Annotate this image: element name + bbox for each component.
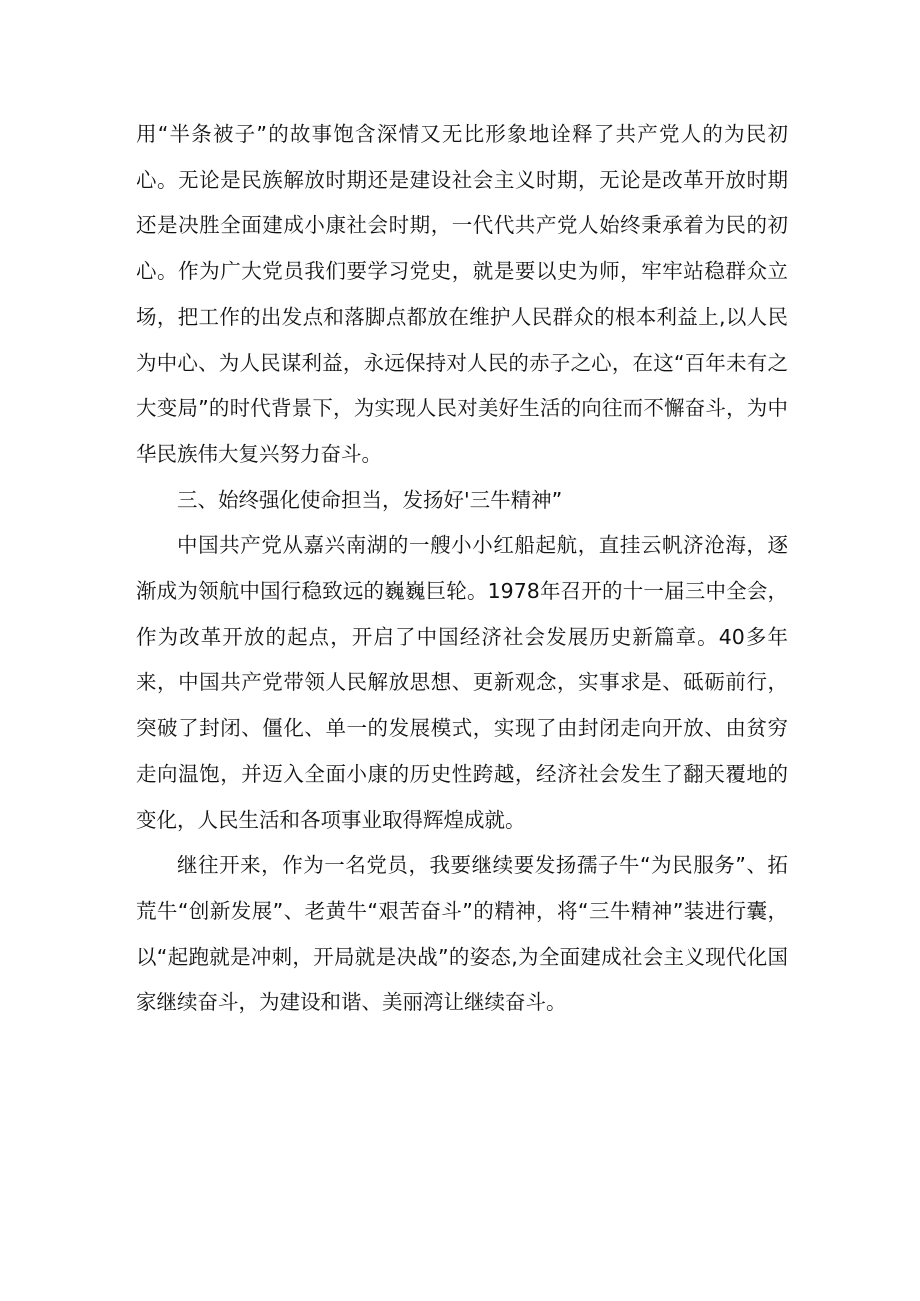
paragraph-red-boat: 中国共产党从嘉兴南湖的一艘小小红船起航，直挂云帆济沧海，逐渐成为领航中国行稳致远的巍巍巨轮。1978年召开的十一届三中全会，作为改革开放的起点，开启了中国经济社会发展历史新篇章。40多年来，中国共产党带领人民解放思想、更新观念，实事求是、砥砺前行，突破了封闭、僵化、单一的发展模式，实现了由封闭走向开放、由贫穷走向温饱，并迈入全面小康的历史性跨越，经济社会发生了翻天覆地的变化，人民生活和各项事业取得辉煌成就。: [136, 533, 788, 832]
paragraph-three-ox-spirit: 继往开来，作为一名党员，我要继续要发扬孺子牛“为民服务”、拓荒牛“创新发展”、老黄牛“艰苦奋斗”的精神，将“三牛精神”装进行囊，以“起跑就是冲刺，开局就是决战”的姿态,为全面建成社会主义现代化国家继续奋斗，为建设和谐、美丽湾让继续奋斗。: [136, 853, 788, 1015]
document-body: [136, 112, 788, 1026]
paragraph-party-history: 用“半条被子”的故事饱含深情又无比形象地诠释了共产党人的为民初心。无论是民族解放时期还是建设社会主义时期，无论是改革开放时期还是决胜全面建成小康社会时期，一代代共产党人始终秉承着为民的初心。作为广大党员我们要学习党史，就是要以史为师，牢牢站稳群众立场，把工作的出发点和落脚点都放在维护人民群众的根本利益上,以人民为中心、为人民谋利益，永远保持对人民的赤子之心，在这“百年未有之大变局”的时代背景下，为实现人民对美好生活的向往而不懈奋斗，为中华民族伟大复兴努力奋斗。: [136, 122, 788, 466]
section-heading-three: 三、始终强化使命担当，发扬好'三牛精神”: [177, 487, 563, 512]
